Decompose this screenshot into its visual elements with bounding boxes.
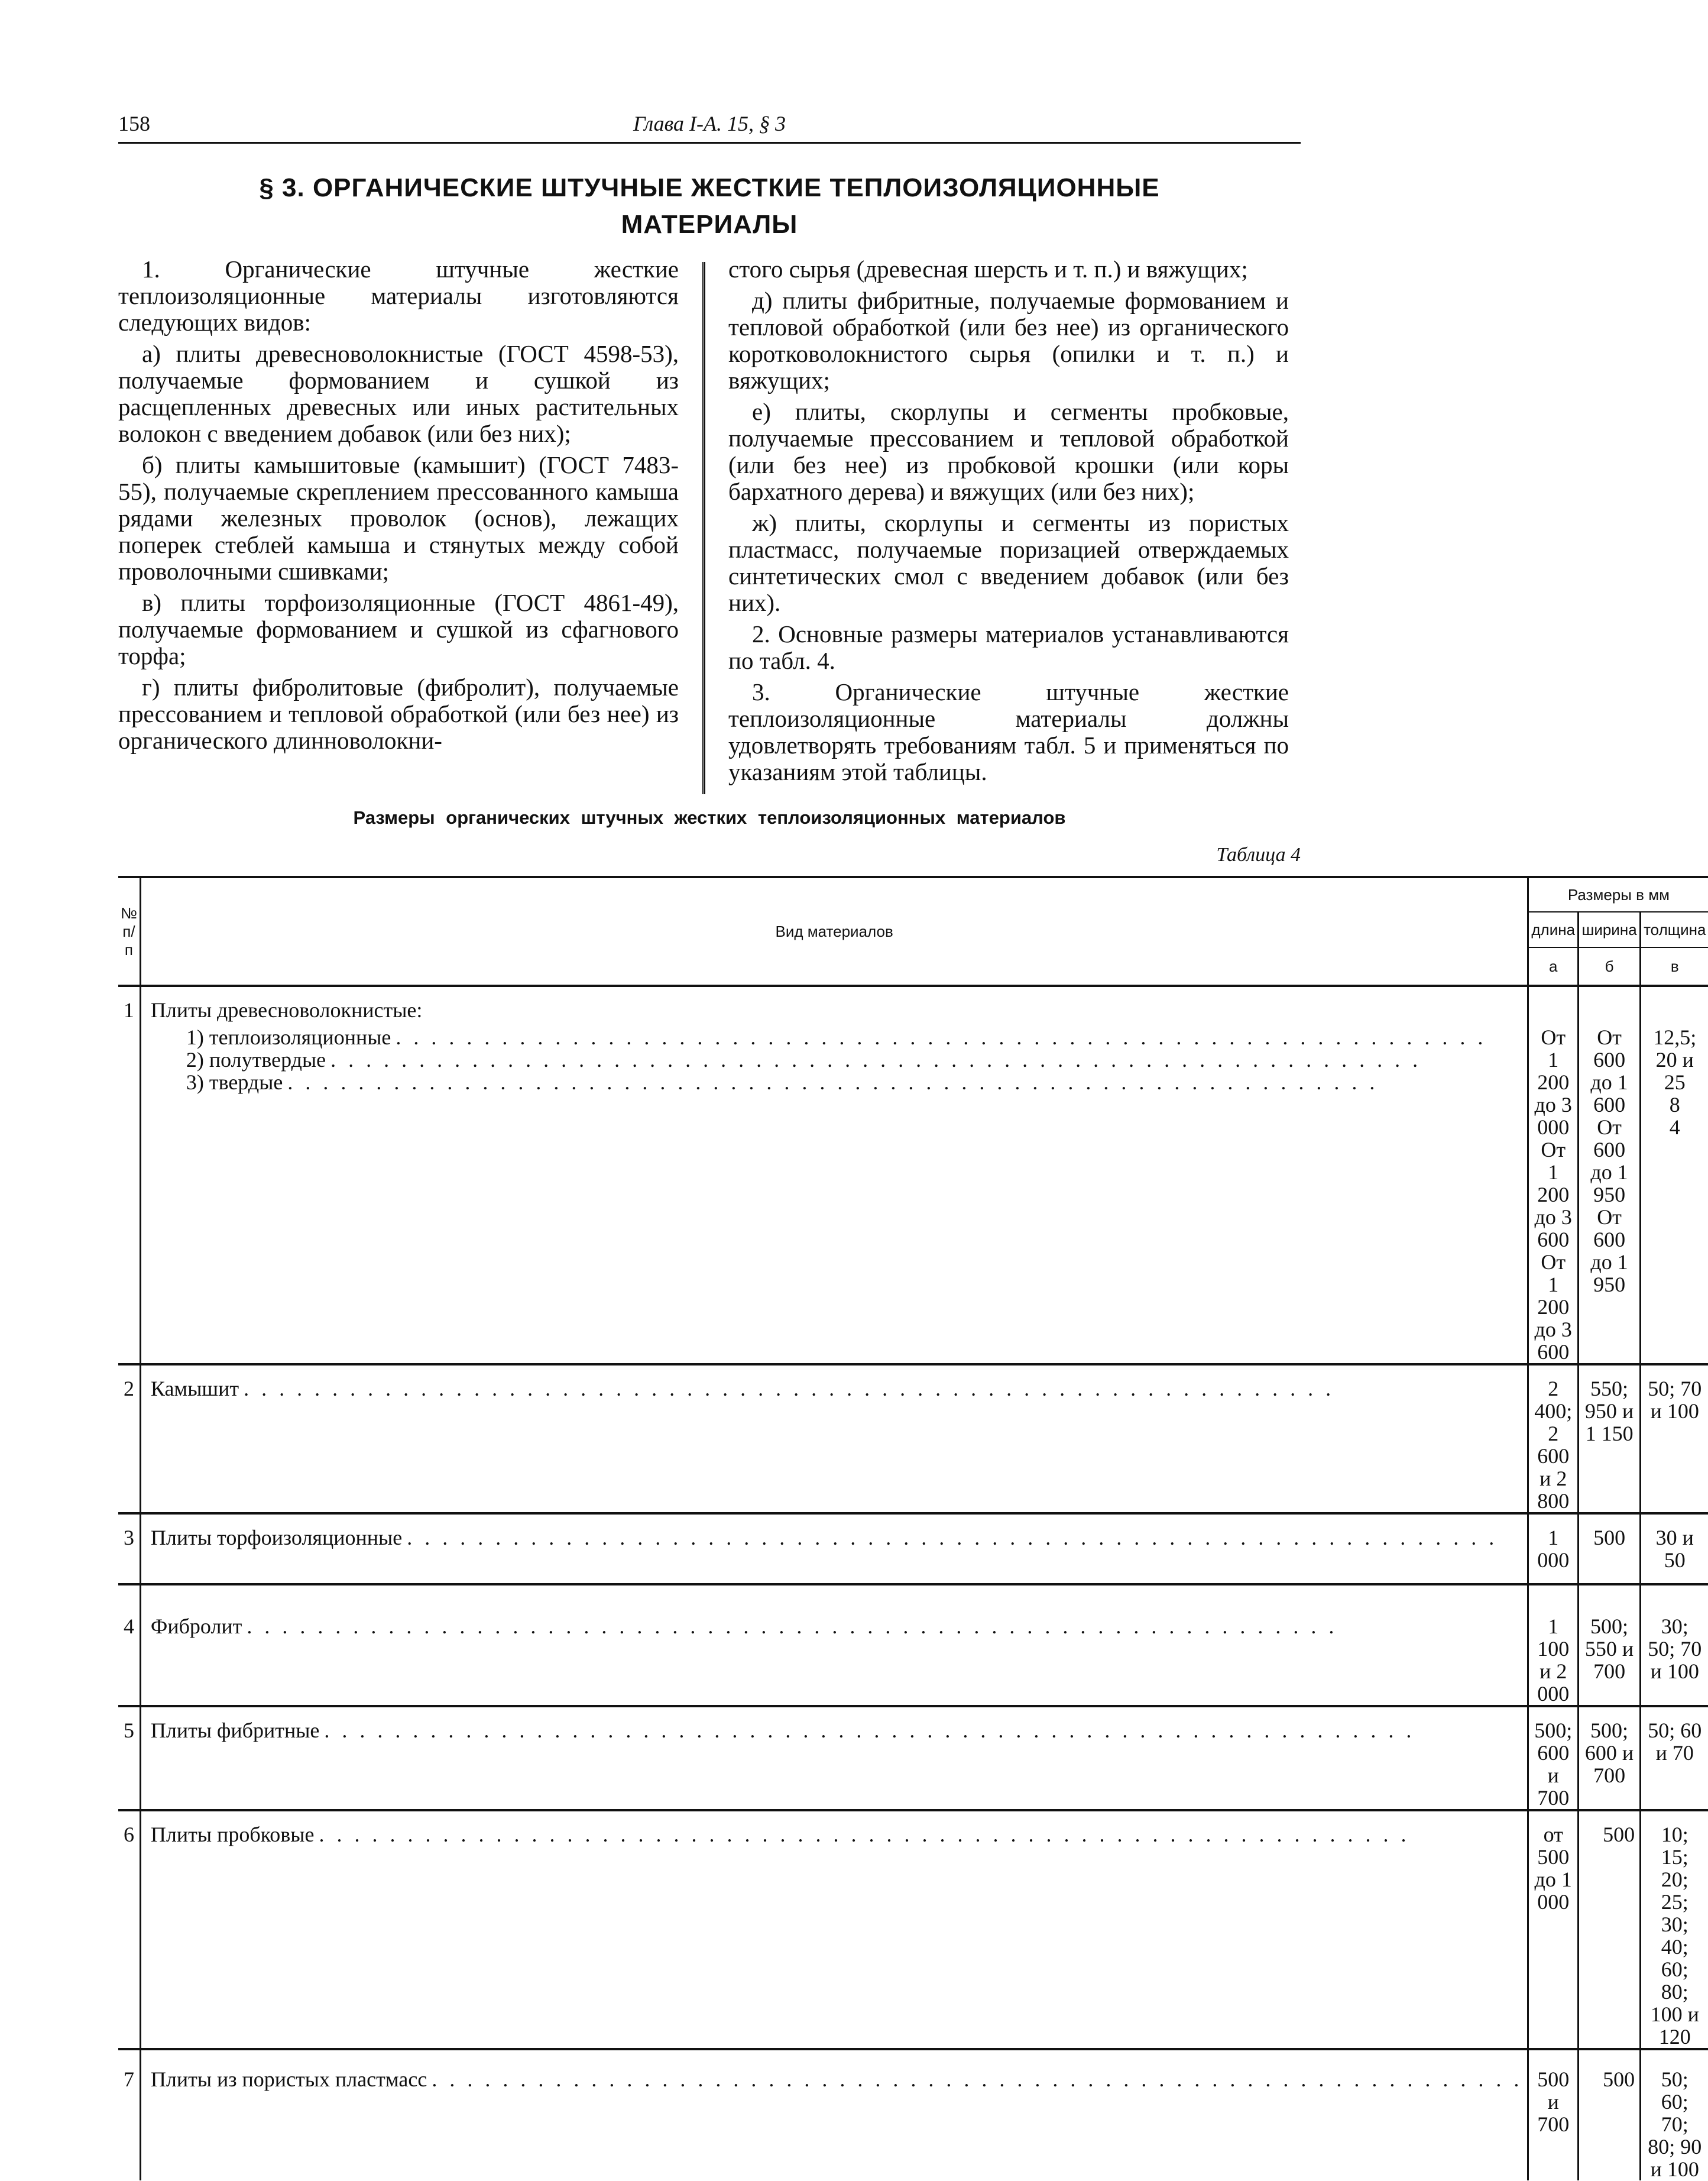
left-column [118,256,679,759]
width-cell: 550; 950 и 1 150 [1579,1364,1641,1513]
section-title-line-1: § 3. ОРГАНИЧЕСКИЕ ШТУЧНЫЕ ЖЕСТКИЕ ТЕПЛОИЗОЛЯЦИОННЫЕ [259,173,1160,202]
table-row [118,1584,1708,1706]
section-title [118,170,1301,243]
row-number: 4 [123,1614,134,1638]
table-row [118,1706,1708,1810]
row-name: Фибролит . . . [140,1584,1528,1706]
width-cell: От 600 до 1 600 От 600 до 1 950 От 600 до 1 950 [1579,986,1641,1364]
width-cell: 500 [1579,1810,1641,2049]
row-number: 6 [123,1823,134,1846]
thickness-cell: 50; 70 и 100 [1641,1364,1708,1513]
header-material: Вид материалов [140,877,1528,986]
table-caption: Размеры органических штучных жестких теплоизоляционных материалов [353,807,1066,828]
subrow-name: 3) твердые . . . [151,1071,1522,1093]
header-width-symbol: б [1579,947,1641,986]
table-number: Таблица 4 [1216,844,1301,866]
row-name [140,986,1528,1364]
table-row [118,1810,1708,2049]
length-cell: 2 400; 2 600 и 2 800 [1528,1364,1579,1513]
row-name: Плиты из пористых пластмасс . . . [140,2049,1528,2180]
two-column-body [118,256,1301,800]
thickness-cell: 30 и 50 [1641,1513,1708,1584]
sizes-table [118,876,1708,2180]
thickness-cell: 10; 15; 20; 25; 30; 40; 60; 80; 100 и 120 [1641,1810,1708,2049]
paragraph: г) плиты фибролитовые (фибролит), получаемые прессованием и тепловой обработкой (или без нее) из органического длинноволокни- [118,674,679,754]
row-number: 3 [123,1526,134,1549]
table-row [118,2049,1708,2180]
table-row [118,986,1708,1364]
chapter-reference: Глава I-А. 15, § 3 [633,112,786,135]
paragraph: 2. Основные размеры материалов устанавливаются по табл. 4. [728,620,1289,674]
row-number: 7 [123,2067,134,2091]
row-name: Камышит . . . [140,1364,1528,1513]
table-row [118,1513,1708,1584]
paragraph: б) плиты камышитовые (камышит) (ГОСТ 7483-55), получаемые скреплением прессованного камыша рядами железных проволок (основ), лежащих поперек стеблей камыша и стянутых между собой проволочными сшивками; [118,451,679,585]
width-cell: 500 [1579,1513,1641,1584]
row-name: Плиты фибритные . . . [140,1706,1528,1810]
paragraph: а) плиты древесноволокнистые (ГОСТ 4598-53), получаемые формованием и сушкой из расщепленных древесных или иных растительных волокон с введением добавок (или без них); [118,340,679,447]
length-cell: От 1 200 до 3 000 От 1 200 до 3 600 От 1 200 до 3 600 [1528,986,1579,1364]
subrow-name: 2) полутвердые . . . [151,1049,1522,1071]
paragraph: д) плиты фибритные, получаемые формованием и тепловой обработкой (или без нее) из органического коротковолокнистого сырья (опилки и т. п.) и вяжущих; [728,287,1289,394]
width-cell: 500; 550 и 700 [1579,1584,1641,1706]
paragraph: е) плиты, скорлупы и сегменты пробковые, получаемые прессованием и тепловой обработкой (или без нее) из пробковой крошки (или коры бархатного дерева) и вяжущих (или без них); [728,398,1289,505]
right-column [728,256,1289,790]
row-number: 1 [123,998,134,1022]
thickness-cell: 30; 50; 70 и 100 [1641,1584,1708,1706]
paragraph: ж) плиты, скорлупы и сегменты из пористых пластмасс, получаемые поризацией отверждаемых синтетических смол с введением добавок (или без них). [728,509,1289,616]
header-rule [118,142,1301,144]
thickness-cell: 50; 60; 70; 80; 90 и 100 [1641,2049,1708,2180]
length-cell: 500; 600 и 700 [1528,1706,1579,1810]
length-cell: 500 и 700 [1528,2049,1579,2180]
paragraph-continuation: стого сырья (древесная шерсть и т. п.) и вяжущих; [728,255,1248,283]
header-width: ширина [1579,912,1641,947]
paragraph: 3. Органические штучные жесткие теплоизоляционные материалы должны удовлетворять требованиям табл. 5 и применяться по указаниям этой таблицы. [728,678,1289,785]
section-title-line-2: МАТЕРИАЛЫ [621,210,798,239]
header-length: длина [1528,912,1579,947]
running-header [118,106,1301,142]
thickness-cell: 50; 60 и 70 [1641,1706,1708,1810]
column-separator [702,262,705,794]
row-name: Плиты пробковые . . . [140,1810,1528,2049]
row-number: 5 [123,1719,134,1742]
page-number: 158 [118,112,150,135]
header-thickness: толщина [1641,912,1708,947]
header-num: № п/п [118,877,140,986]
row-group-title: Плиты древесноволокнистые: [150,998,423,1022]
width-cell: 500 [1579,2049,1641,2180]
header-thickness-symbol: в [1641,947,1708,986]
length-cell: 1 000 [1528,1513,1579,1584]
subrow-name: 1) теплоизоляционные . . . [151,1026,1522,1049]
document-page [118,106,1706,2181]
row-name: Плиты торфоизоляционные . . . [140,1513,1528,1584]
paragraph: в) плиты торфоизоляционные (ГОСТ 4861-49), получаемые формованием и сушкой из сфагнового торфа; [118,589,679,669]
length-cell: 1 100 и 2 000 [1528,1584,1579,1706]
header-length-symbol: а [1528,947,1579,986]
thickness-cell: 12,5; 20 и 25 8 4 [1641,986,1708,1364]
row-number: 2 [123,1377,134,1400]
table-row [118,1364,1708,1513]
length-cell: от 500 до 1 000 [1528,1810,1579,2049]
width-cell: 500; 600 и 700 [1579,1706,1641,1810]
header-sizes: Размеры в мм [1528,877,1708,912]
paragraph: 1. Органические штучные жесткие теплоизоляционные материалы изготовляются следующих видов: [118,255,679,336]
